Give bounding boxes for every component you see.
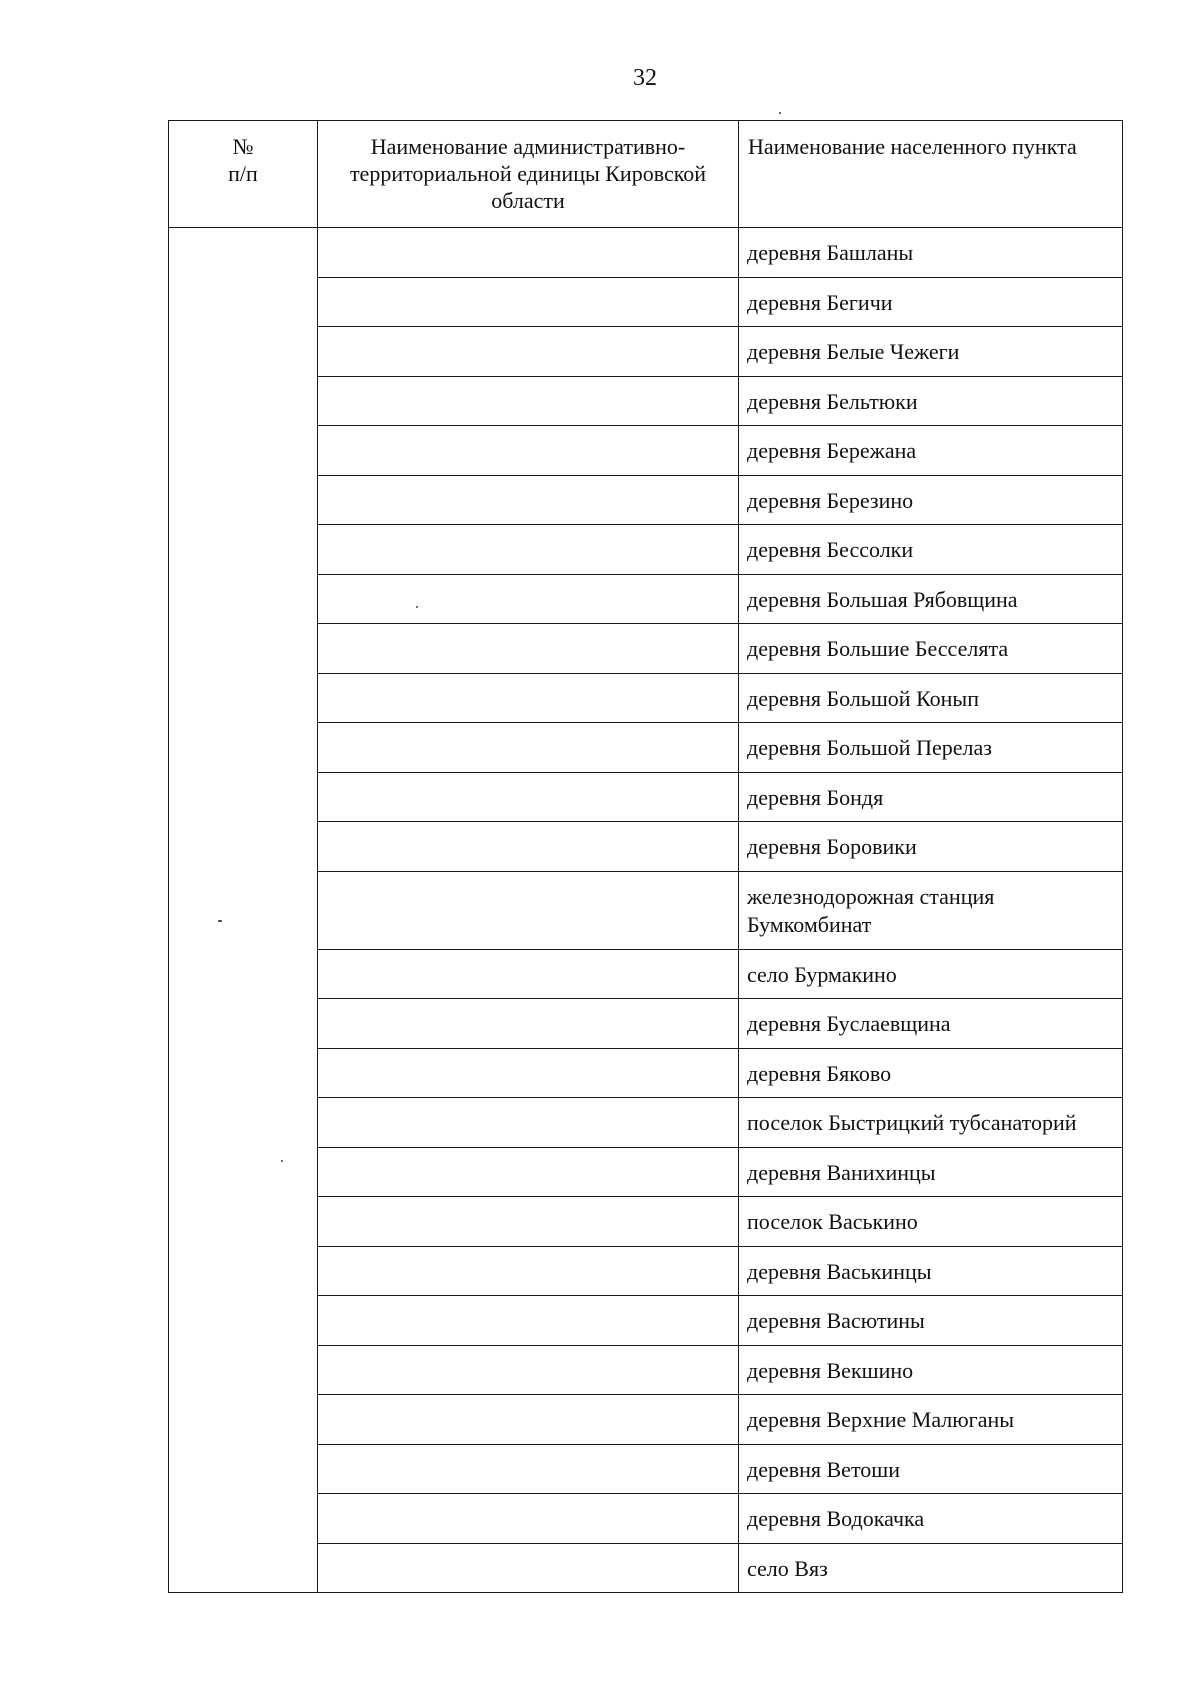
settlement-cell: деревня Большая Рябовщина — [739, 574, 1123, 624]
admin-unit-cell — [318, 772, 739, 822]
admin-unit-cell — [318, 673, 739, 723]
settlement-cell: деревня Бегичи — [739, 277, 1123, 327]
settlement-cell: деревня Ванихинцы — [739, 1147, 1123, 1197]
row-number-cell — [169, 228, 318, 1593]
settlement-cell: деревня Ветоши — [739, 1444, 1123, 1494]
settlement-cell: деревня Березино — [739, 475, 1123, 525]
page-number: 32 — [633, 65, 657, 91]
admin-unit-cell — [318, 1048, 739, 1098]
settlement-cell: деревня Васькинцы — [739, 1246, 1123, 1296]
header-number-label: № п/п — [228, 134, 258, 186]
admin-unit-cell — [318, 1543, 739, 1593]
scan-speck — [218, 920, 222, 922]
header-settlement-label: Наименование населенного пункта — [748, 134, 1077, 159]
admin-unit-cell — [318, 228, 739, 278]
settlement-cell: село Бурмакино — [739, 949, 1123, 999]
admin-unit-cell — [318, 1395, 739, 1445]
admin-unit-cell — [318, 1345, 739, 1395]
settlement-cell: деревня Большие Бесселята — [739, 624, 1123, 674]
admin-unit-cell — [318, 1147, 739, 1197]
settlement-cell: деревня Бессолки — [739, 525, 1123, 575]
scan-speck — [281, 1160, 283, 1162]
admin-unit-cell — [318, 1444, 739, 1494]
settlement-cell: железнодорожная станция Бумкомбинат — [739, 871, 1123, 949]
settlement-cell: деревня Верхние Малюганы — [739, 1395, 1123, 1445]
settlement-cell: деревня Большой Конып — [739, 673, 1123, 723]
admin-unit-cell — [318, 624, 739, 674]
settlements-table — [168, 120, 1123, 1593]
settlement-cell: поселок Быстрицкий тубсанаторий — [739, 1098, 1123, 1148]
admin-unit-cell — [318, 1098, 739, 1148]
admin-unit-cell — [318, 525, 739, 575]
admin-unit-cell — [318, 949, 739, 999]
settlement-cell: деревня Васютины — [739, 1296, 1123, 1346]
settlement-cell: деревня Бяково — [739, 1048, 1123, 1098]
admin-unit-cell — [318, 426, 739, 476]
settlement-cell: поселок Васькино — [739, 1197, 1123, 1247]
admin-unit-cell — [318, 1197, 739, 1247]
scan-speck — [779, 112, 781, 114]
table-body — [169, 228, 1123, 1593]
table-row — [169, 228, 1123, 278]
admin-unit-cell — [318, 574, 739, 624]
admin-unit-cell — [318, 871, 739, 949]
settlement-cell: деревня Буслаевщина — [739, 999, 1123, 1049]
admin-unit-cell — [318, 1494, 739, 1544]
admin-unit-cell — [318, 376, 739, 426]
settlement-cell: деревня Бондя — [739, 772, 1123, 822]
header-admin-unit-label: Наименование административно-территориальной единицы Кировской области — [349, 134, 707, 213]
settlement-cell: деревня Векшино — [739, 1345, 1123, 1395]
admin-unit-cell — [318, 723, 739, 773]
admin-unit-cell — [318, 999, 739, 1049]
settlement-cell: деревня Боровики — [739, 822, 1123, 872]
header-admin-unit — [318, 121, 739, 228]
table-header-row — [169, 121, 1123, 228]
settlement-cell: деревня Бережана — [739, 426, 1123, 476]
admin-unit-cell — [318, 475, 739, 525]
settlement-cell: деревня Бельтюки — [739, 376, 1123, 426]
scan-speck — [416, 606, 418, 608]
settlement-cell: деревня Большой Перелаз — [739, 723, 1123, 773]
settlement-cell: деревня Водокачка — [739, 1494, 1123, 1544]
header-settlement — [739, 121, 1123, 228]
header-number — [169, 121, 318, 228]
admin-unit-cell — [318, 327, 739, 377]
settlement-cell: деревня Белые Чежеги — [739, 327, 1123, 377]
admin-unit-cell — [318, 822, 739, 872]
admin-unit-cell — [318, 1296, 739, 1346]
admin-unit-cell — [318, 277, 739, 327]
settlement-cell: деревня Башланы — [739, 228, 1123, 278]
settlement-cell: село Вяз — [739, 1543, 1123, 1593]
admin-unit-cell — [318, 1246, 739, 1296]
